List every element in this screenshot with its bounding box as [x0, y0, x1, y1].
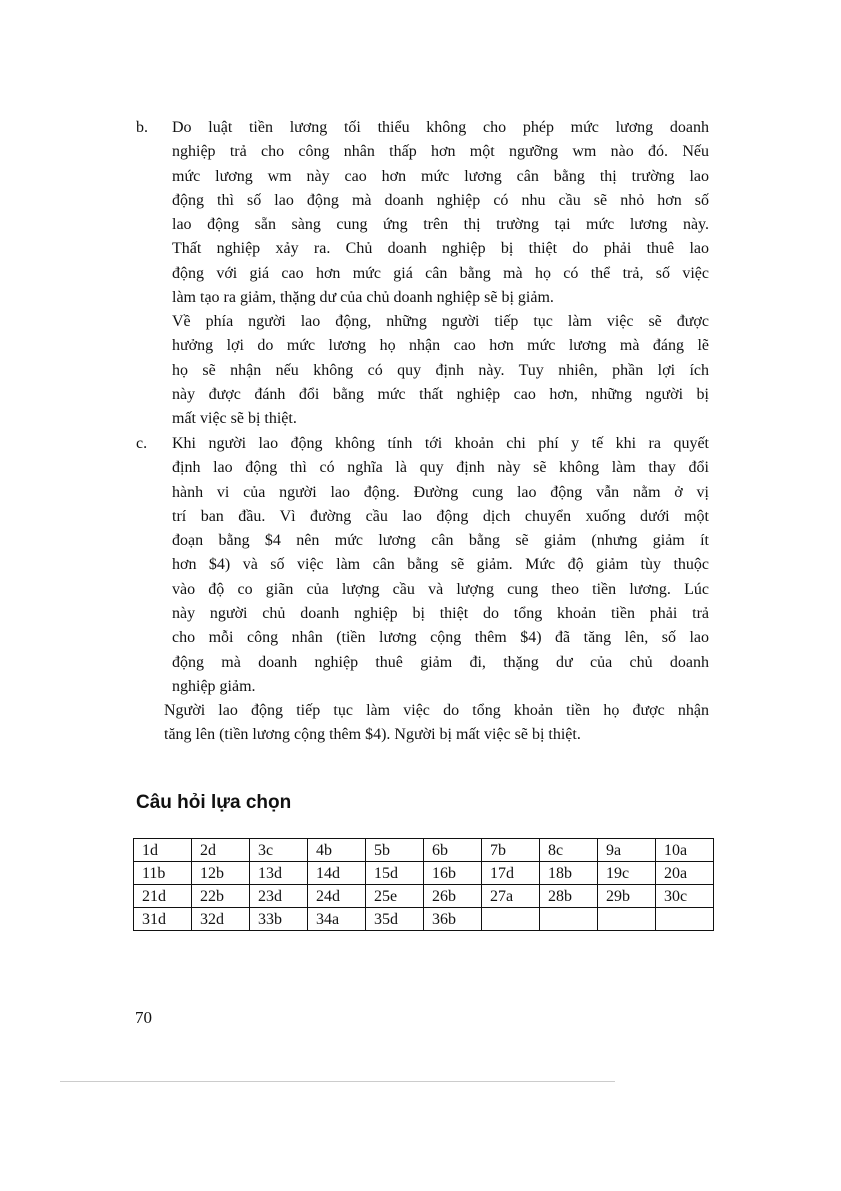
answer-cell — [540, 908, 598, 931]
text-line: nghiệp trả cho công nhân thấp hơn một ngưỡng wm nào đó. Nếu — [172, 143, 709, 161]
section-c-paragraph-1 — [172, 432, 709, 699]
text-line: động mà doanh nghiệp thuê giảm đi, thặng dư của chủ doanh — [172, 653, 709, 671]
text-line: vào độ co giãn của lượng cầu và lượng cung theo tiền lương. Lúc — [172, 580, 709, 598]
answer-cell — [482, 908, 540, 931]
answer-cell: 3c — [250, 839, 308, 862]
text-line: họ sẽ nhận nếu không có quy định này. Tuy nhiên, phần lợi ích — [172, 361, 709, 379]
section-heading: Câu hỏi lựa chọn — [136, 792, 292, 813]
answer-cell: 30c — [656, 885, 714, 908]
text-line: làm tạo ra giảm, thặng dư của chủ doanh nghiệp sẽ bị giảm. — [172, 289, 554, 307]
answer-cell: 32d — [192, 908, 250, 931]
text-line: động với giá cao hơn mức giá cân bằng mà họ có thể trả, số việc — [172, 264, 709, 282]
text-line: Người lao động tiếp tục làm việc do tổng khoản tiền họ được nhận — [164, 702, 709, 719]
text-line: động thì số lao động mà doanh nghiệp có nhu cầu sẽ nhỏ hơn số — [172, 191, 709, 209]
answer-cell: 7b — [482, 839, 540, 862]
answer-cell: 22b — [192, 885, 250, 908]
answer-cell: 23d — [250, 885, 308, 908]
answer-cell: 33b — [250, 908, 308, 931]
answer-cell: 20a — [656, 862, 714, 885]
text-line: cho mỗi công nhân (tiền lương cộng thêm $4) đã tăng lên, số lao — [172, 629, 709, 647]
text-line: nghiệp giảm. — [172, 677, 256, 695]
text-line: Khi người lao động không tính tới khoản chi phí y tế khi ra quyết — [172, 435, 709, 452]
text-line: tăng lên (tiền lương cộng thêm $4). Người bị mất việc sẽ bị thiệt. — [164, 726, 581, 744]
answer-cell: 28b — [540, 885, 598, 908]
answer-cell: 5b — [366, 839, 424, 862]
table-row — [134, 862, 714, 885]
answer-cell: 15d — [366, 862, 424, 885]
text-line: lao động sẵn sàng cung ứng trên thị trường tại mức lương này. — [172, 216, 709, 234]
section-b-paragraph-1 — [172, 116, 709, 310]
table-row — [134, 839, 714, 862]
text-line: trí ban đầu. Vì đường cầu lao động dịch chuyển xuống dưới một — [172, 507, 709, 525]
answer-cell: 11b — [134, 862, 192, 885]
section-c-marker: c. — [136, 435, 148, 452]
answer-cell: 10a — [656, 839, 714, 862]
answer-cell: 1d — [134, 839, 192, 862]
table-row — [134, 908, 714, 931]
answer-cell: 21d — [134, 885, 192, 908]
answer-cell: 12b — [192, 862, 250, 885]
answer-cell: 18b — [540, 862, 598, 885]
text-line: đoạn bằng $4 nên mức lương cân bằng sẽ giảm (nhưng giảm ít — [172, 532, 709, 550]
answer-cell: 34a — [308, 908, 366, 931]
answer-cell: 35d — [366, 908, 424, 931]
text-line: hưởng lợi do mức lương họ nhận cao hơn mức lương mà đáng lẽ — [172, 337, 709, 355]
text-line: Về phía người lao động, những người tiếp tục làm việc sẽ được — [172, 313, 709, 330]
answer-cell: 36b — [424, 908, 482, 931]
page-divider — [60, 1081, 615, 1082]
text-line: mất việc sẽ bị thiệt. — [172, 410, 297, 428]
answer-cell: 16b — [424, 862, 482, 885]
answer-cell: 8c — [540, 839, 598, 862]
answer-table — [133, 838, 714, 931]
answer-cell: 13d — [250, 862, 308, 885]
page-number: 70 — [135, 1008, 152, 1027]
answer-cell: 19c — [598, 862, 656, 885]
answer-cell: 24d — [308, 885, 366, 908]
answer-cell: 14d — [308, 862, 366, 885]
text-line: này được đánh đổi bằng mức thất nghiệp cao hơn, những người bị — [172, 385, 709, 403]
section-c-paragraph-2 — [164, 699, 709, 748]
text-line: hơn $4) và số việc làm cân bằng sẽ giảm. Mức độ giảm tùy thuộc — [172, 556, 709, 574]
table-row — [134, 885, 714, 908]
answer-cell: 27a — [482, 885, 540, 908]
answer-cell: 26b — [424, 885, 482, 908]
text-line: Thất nghiệp xảy ra. Chủ doanh nghiệp bị thiệt do phải thuê lao — [172, 240, 709, 258]
text-line: định lao động thì có nghĩa là quy định này sẽ không làm thay đổi — [172, 459, 709, 477]
text-line: hành vi của người lao động. Đường cung lao động vẫn nằm ở vị — [172, 483, 709, 501]
answer-cell: 29b — [598, 885, 656, 908]
text-line: Do luật tiền lương tối thiểu không cho phép mức lương doanh — [172, 119, 709, 136]
answer-cell: 17d — [482, 862, 540, 885]
answer-cell — [656, 908, 714, 931]
answer-cell: 2d — [192, 839, 250, 862]
answer-cell: 25e — [366, 885, 424, 908]
answer-cell: 9a — [598, 839, 656, 862]
answer-cell: 31d — [134, 908, 192, 931]
text-line: này người chủ doanh nghiệp bị thiệt do tổng khoản tiền phải trả — [172, 605, 709, 623]
answer-cell: 4b — [308, 839, 366, 862]
answer-cell — [598, 908, 656, 931]
section-b-marker: b. — [136, 119, 148, 136]
section-b-paragraph-2 — [172, 310, 709, 431]
text-line: mức lương wm này cao hơn mức lương cân bằng thị trường lao — [172, 167, 709, 185]
answer-cell: 6b — [424, 839, 482, 862]
